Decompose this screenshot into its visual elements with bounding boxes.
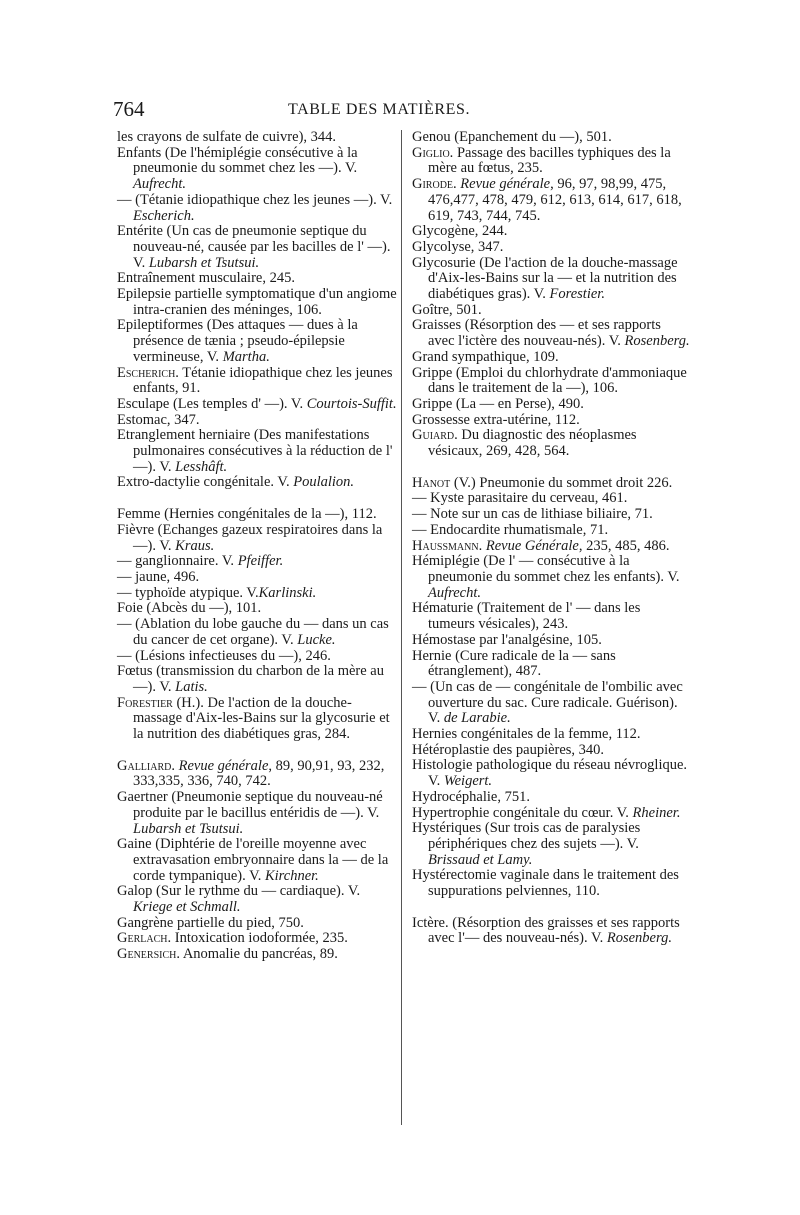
index-entry <box>412 758 690 789</box>
author-name: Hanot <box>412 474 451 491</box>
entry-reference: Poulalion. <box>293 474 355 491</box>
entry-text: Grippe (Emploi du chlorhydrate d'ammoniaque dans le traitement de la —), 106. <box>412 364 687 397</box>
column-divider <box>401 130 402 1125</box>
entry-text: Hématurie (Traitement de l' — dans les tumeurs vésicales), 243. <box>412 600 641 633</box>
entry-text: Entérite (Un cas de pneumonie septique du nouveau-né, causée par les bacilles de l' —). V. <box>117 223 391 271</box>
index-entry <box>412 507 690 523</box>
section-gap <box>117 491 397 507</box>
entry-text: Glycosurie (De l'action de la douche-massage d'Aix-les-Bains sur la — et la nutrition des diabétiques gras). V. <box>412 254 678 303</box>
author-name: Genersich. <box>117 946 180 963</box>
index-entry <box>117 318 397 365</box>
entry-text: — (Tétanie idiopathique chez les jeunes —). V. <box>117 191 393 208</box>
index-entry <box>117 586 397 602</box>
entry-reference: Kirchner. <box>264 867 319 884</box>
entry-text: — (Lésions infectieuses du —), 246. <box>117 647 331 664</box>
entry-pages: , 89, 90,91, 93, 232, 333,335, 336, 740, 742. <box>133 757 385 790</box>
entry-reference: Weigert. <box>443 773 493 790</box>
entry-pages: , 96, 97, 98,99, 475, 476,477, 478, 479, 612, 613, 614, 617, 618, 619, 743, 744, 745. <box>428 176 682 224</box>
entry-text: Estomac, 347. <box>117 411 200 428</box>
entry-text: — typhoïde atypique. V. <box>117 584 259 601</box>
entry-text: Gangrène partielle du pied, 750. <box>117 914 304 931</box>
index-entry <box>117 366 397 397</box>
author-name: Forestier <box>117 694 173 711</box>
index-entry <box>117 224 397 271</box>
index-entry <box>412 727 690 743</box>
entry-reference: Kraus. <box>175 537 215 554</box>
running-title: TABLE DES MATIÈRES. <box>288 101 471 118</box>
entry-text: Hypertrophie congénitale du cœur. V. <box>412 804 633 821</box>
index-entry <box>117 696 397 743</box>
entry-reference: Martha. <box>222 348 270 365</box>
index-entry <box>412 790 690 806</box>
entry-text: Gaine (Diphtérie de l'oreille moyenne avec extravasation embryonnaire dans la — de la corde tympanique). V. <box>117 836 389 884</box>
entry-text: Extro-dactylie congénitale. V. <box>117 474 294 491</box>
index-entry <box>412 303 690 319</box>
entry-reference: Pfeiffer. <box>237 553 284 570</box>
entry-reference: Rheiner. <box>632 804 681 821</box>
index-entry <box>412 491 690 507</box>
author-name: Haussmann. <box>412 537 483 554</box>
entry-reference: Aufrecht. <box>133 176 187 193</box>
entry-reference: Lucke. <box>297 631 336 648</box>
index-entry <box>412 868 690 899</box>
author-name: Galliard. <box>117 757 175 774</box>
author-name: Girode. <box>412 176 457 193</box>
index-entry <box>117 617 397 648</box>
index-entry <box>412 146 690 177</box>
entry-text: Hémostase par l'analgésine, 105. <box>412 631 602 648</box>
entry-text: Ictère. (Résorption des graisses et ses rapports avec l'— des nouveau-nés). V. <box>412 914 680 947</box>
index-entry <box>117 884 397 915</box>
entry-text: Etranglement herniaire (Des manifestations pulmonaires consécutives à la réduction de l' —). V. <box>117 427 393 475</box>
entry-reference: Lubarsh et Tsutsui. <box>148 254 260 271</box>
entry-text: Hernies congénitales de la femme, 112. <box>412 726 641 743</box>
index-entry <box>412 428 690 459</box>
index-entry <box>412 256 690 303</box>
left-column <box>117 130 397 963</box>
index-entry <box>412 224 690 240</box>
author-name: Escherich. <box>117 364 179 381</box>
author-name: Giglio. <box>412 144 454 161</box>
entry-text: les crayons de sulfate de cuivre), 344. <box>117 129 337 145</box>
entry-text: Hystérectomie vaginale dans le traitement des suppurations pelviennes, 110. <box>412 867 679 900</box>
entry-text: — Note sur un cas de lithiase biliaire, 71. <box>412 506 653 523</box>
entry-reference: Lesshâft. <box>175 458 228 475</box>
entry-reference: Courtois-Suffit. <box>306 395 397 412</box>
index-entry <box>117 130 397 146</box>
index-entry <box>412 743 690 759</box>
index-entry <box>117 193 397 224</box>
index-entry <box>412 649 690 680</box>
author-name: Guiard. <box>412 427 458 444</box>
entry-text: Foie (Abcès du —), 101. <box>117 600 262 617</box>
entry-reference: Revue générale <box>178 757 269 774</box>
index-entry <box>117 601 397 617</box>
entry-text: Graisses (Résorption des — et ses rapports avec l'ictère des nouveau-nés). V. <box>412 317 661 350</box>
section-gap <box>117 743 397 759</box>
index-entry <box>412 397 690 413</box>
index-entry <box>117 837 397 884</box>
index-entry <box>412 476 690 492</box>
entry-text: Fœtus (transmission du charbon de la mère au —). V. <box>117 663 384 695</box>
index-entry <box>412 554 690 601</box>
entry-text: — (Un cas de — congénitale de l'ombilic avec ouverture du sac. Cure radicale. Guérison). V. <box>412 678 683 727</box>
index-entry <box>117 413 397 429</box>
entry-text: Glycogène, 244. <box>412 223 508 240</box>
entry-reference: Revue générale <box>460 176 551 193</box>
entry-text: Goître, 501. <box>412 301 482 318</box>
index-entry <box>412 821 690 868</box>
index-entry <box>117 916 397 932</box>
index-entry <box>117 428 397 475</box>
index-entry <box>117 790 397 837</box>
entry-text: Passage des bacilles typhiques des la mère au fœtus, 235. <box>428 144 671 177</box>
section-gap <box>412 460 690 476</box>
entry-text: Grippe (La — en Perse), 490. <box>412 395 584 412</box>
index-entry <box>117 271 397 287</box>
index-entry <box>117 523 397 554</box>
entry-reference: Rosenberg. <box>624 333 690 350</box>
entry-text: — Endocardite rhumatismale, 71. <box>412 521 609 538</box>
index-entry <box>117 759 397 790</box>
index-entry <box>412 680 690 727</box>
entry-text: Histologie pathologique du réseau névroglique. V. <box>412 757 688 790</box>
entry-text: Galop (Sur le rythme du — cardiaque). V. <box>117 883 361 900</box>
entry-reference: Lubarsh et Tsutsui. <box>133 820 244 837</box>
index-entry <box>117 397 397 413</box>
entry-text: — (Ablation du lobe gauche du — dans un cas du cancer de cet organe). V. <box>117 616 389 648</box>
right-column <box>412 130 690 947</box>
index-entry <box>412 523 690 539</box>
entry-pages: , 235, 485, 486. <box>578 537 670 554</box>
entry-text: Genou (Epanchement du —), 501. <box>412 129 612 145</box>
index-entry <box>412 318 690 349</box>
index-entry <box>412 240 690 256</box>
index-entry <box>117 931 397 947</box>
entry-text: (V.) Pneumonie du sommet droit 226. <box>450 474 673 491</box>
index-entry <box>412 350 690 366</box>
index-entry <box>412 413 690 429</box>
entry-reference: Forestier. <box>549 286 605 303</box>
entry-text: Glycolyse, 347. <box>412 238 504 255</box>
entry-text: — jaune, 496. <box>117 568 200 585</box>
entry-text: Tétanie idiopathique chez les jeunes enfants, 91. <box>133 364 393 397</box>
entry-text: Femme (Hernies congénitales de la —), 112. <box>117 506 377 523</box>
entry-text: Entraînement musculaire, 245. <box>117 270 295 287</box>
index-entry <box>117 475 397 491</box>
index-entry <box>412 633 690 649</box>
index-entry <box>412 806 690 822</box>
entry-reference: Karlinski. <box>258 584 317 601</box>
entry-reference: Aufrecht. <box>428 584 482 601</box>
entry-text: Hémiplégie (De l' — consécutive à la pneumonie du sommet chez les enfants). V. <box>412 553 680 585</box>
page-header <box>113 97 688 123</box>
index-entry <box>117 554 397 570</box>
entry-text: Grand sympathique, 109. <box>412 348 559 365</box>
entry-text: Intoxication iodoformée, 235. <box>171 930 348 947</box>
index-entry <box>412 539 690 555</box>
entry-reference: Revue Générale <box>485 537 579 554</box>
entry-reference: Brissaud et Lamy. <box>428 851 533 868</box>
author-name: Gerlach. <box>117 930 172 947</box>
index-entry <box>412 177 690 224</box>
entry-reference: Latis. <box>175 678 208 695</box>
index-entry <box>117 287 397 318</box>
entry-reference: Kriege et Schmall. <box>133 899 241 916</box>
entry-text: — ganglionnaire. V. <box>117 553 238 570</box>
entry-text: (H.). De l'action de la douche-massage d'Aix-les-Bains sur la glycosurie et la nutrition des diabétiques gras, 284. <box>133 694 390 743</box>
index-entry <box>117 507 397 523</box>
entry-text: — Kyste parasitaire du cerveau, 461. <box>412 490 628 507</box>
index-entry <box>412 366 690 397</box>
entry-text: Epileptiformes (Des attaques — dues à la présence de tænia ; pseudo-épilepsie vermineuse, V. <box>117 317 358 365</box>
entry-text: Esculape (Les temples d' —). V. <box>117 395 307 412</box>
entry-text: Grossesse extra-utérine, 112. <box>412 411 580 428</box>
entry-reference: de Larabie. <box>443 710 511 727</box>
entry-text: Hétéroplastie des paupières, 340. <box>412 741 605 758</box>
index-entry <box>117 947 397 963</box>
index-entry <box>117 664 397 695</box>
entry-text: Du diagnostic des néoplasmes vésicaux, 269, 428, 564. <box>428 427 637 460</box>
entry-text: Hernie (Cure radicale de la — sans étranglement), 487. <box>412 647 616 680</box>
entry-text: Hydrocéphalie, 751. <box>412 788 530 805</box>
index-entry <box>412 916 690 947</box>
index-entry <box>117 649 397 665</box>
entry-text: Gaertner (Pneumonie septique du nouveau-né produite par le bacillus entéridis de —). V. <box>117 789 383 821</box>
index-entry <box>412 130 690 146</box>
entry-reference: Rosenberg. <box>606 930 672 947</box>
entry-text: Enfants (De l'hémiplégie consécutive à la pneumonie du sommet chez les —). V. <box>117 144 358 177</box>
index-entry <box>117 146 397 193</box>
page-number: 764 <box>113 97 145 121</box>
index-entry <box>412 601 690 632</box>
entry-text: Fièvre (Echanges gazeux respiratoires dans la —). V. <box>117 521 383 554</box>
section-gap <box>412 900 690 916</box>
entry-reference: Escherich. <box>133 207 195 224</box>
entry-text: Anomalie du pancréas, 89. <box>180 946 338 963</box>
entry-text: Epilepsie partielle symptomatique d'un angiome intra-cranien des méninges, 106. <box>117 286 397 318</box>
index-entry <box>117 570 397 586</box>
entry-text: Hystériques (Sur trois cas de paralysies périphériques chez des sujets —). V. <box>412 820 641 852</box>
